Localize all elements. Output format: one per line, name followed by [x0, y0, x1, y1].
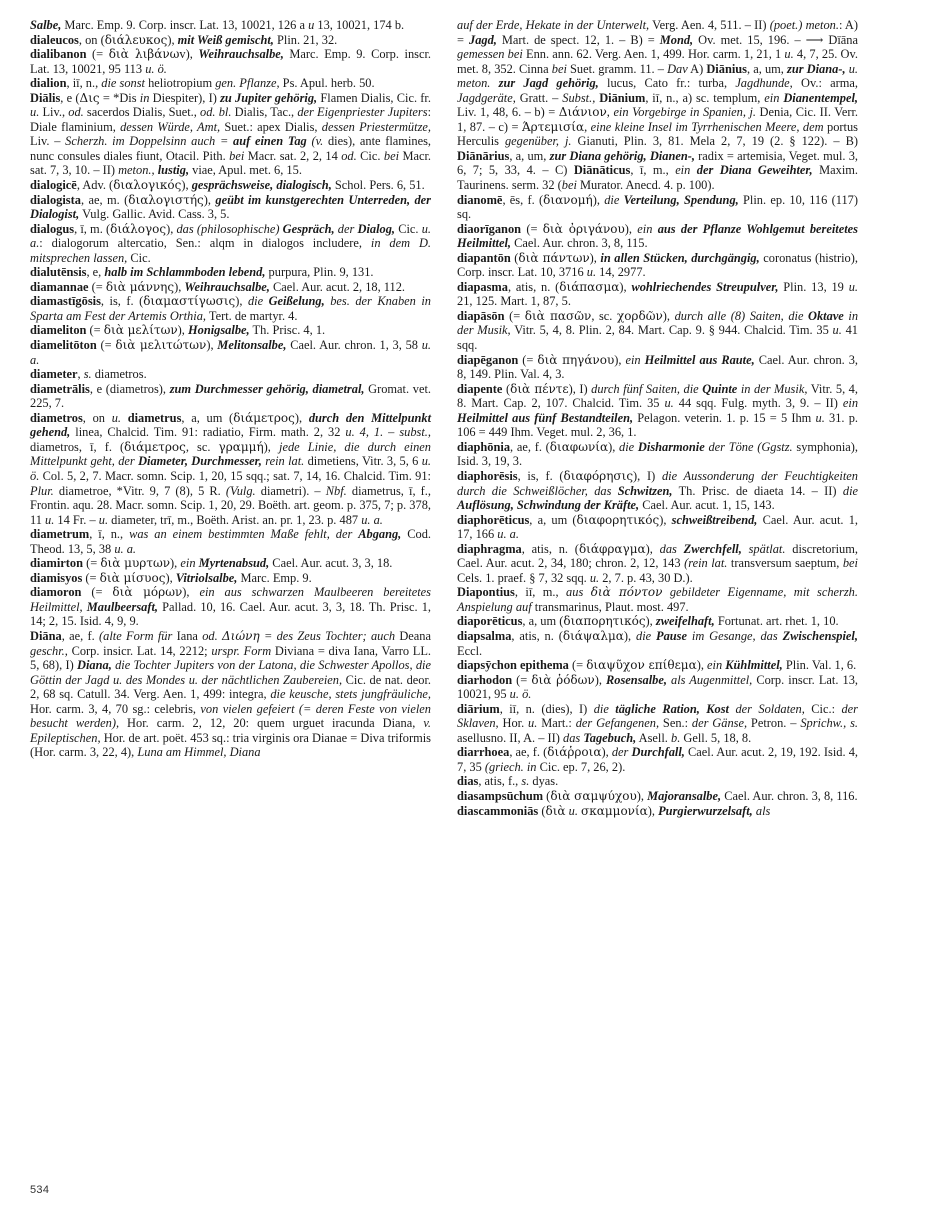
dictionary-entry: diaorīganon (= διὰ ὀριγάνου), ein aus der Pflanze Wohlgemut bereitetes Heilmittel, Cael. Aur. chron. 3, 8, 115.	[457, 221, 858, 251]
dictionary-entry: diamannae (= διὰ μάννης), Weihrauchsalbe, Cael. Aur. acut. 2, 18, 112.	[30, 279, 406, 294]
dictionary-entry: dialogicē, Adv. (διαλογικός), gesprächsweise, dialogisch, Schol. Pers. 6, 51.	[30, 178, 425, 193]
dictionary-entry: diametros, on u. diametrus, a, um (διάμετρος), durch den Mittelpunkt gehend, linea, Chalcid. Tim. 91: radiatio, Firm. math. 2, 32 u. 4, 1. – subst., diametros, ī, f. (διάμετρος, sc. γραμμή), jede Linie, die durch einen Mittelpunkt geht, der Diameter, Durchmesser, rein lat. dimetiens, Vitr. 3, 5, 6 u. ö. Col. 5, 2, 7. Macr. somn. Scip. 1, 20, 15 sqq.; sat. 7, 14, 16. Chalcid. Tim. 91: Plur. diametroe, *Vitr. 9, 7 (8), 5 R. (Vulg. diametri). – Nbf. diametrus, ī, f., Frontin. aqu. 28. Macr. somn. Scip. 1, 20, 29. Boëth. art. geom. p. 375, 7; p. 378, 11 u. 14 Fr. – u. diameter, trī, m., Boëth. Arist. an. pr. 1, 23. p. 487 u. a.	[30, 410, 432, 527]
right-text-column	[457, 18, 858, 1146]
dictionary-entry: diaphōnia, ae, f. (διαφωνία), die Disharmonie der Töne (Ggstz. symphonia), Isid. 3, 19, 3.	[457, 439, 858, 469]
dictionary-entry: diameter, s. diametros.	[30, 367, 147, 382]
dictionary-entry: Salbe, Marc. Emp. 9. Corp. inscr. Lat. 13, 10021, 126 a u 13, 10021, 174 b.	[30, 18, 405, 32]
dictionary-entry: diarrhoea, ae, f. (διάῥροια), der Durchfall, Cael. Aur. acut. 2, 19, 192. Isid. 4, 7, 35 (griech. in Cic. ep. 7, 26, 2).	[457, 745, 858, 774]
dictionary-entry: diamelitōton (= διὰ μελιτώτων), Melitonsalbe, Cael. Aur. chron. 1, 3, 58 u. a.	[30, 338, 431, 367]
dictionary-entry: diapantōn (διὰ πάντων), in allen Stücken, durchgängig, coronatus (histrio), Corp. inscr. Lat. 10, 3716 u. 14, 2977.	[457, 250, 858, 280]
dictionary-entry: dianomē, ēs, f. (διανομή), die Verteilung, Spendung, Plin. ep. 10, 116 (117) sq.	[457, 192, 858, 222]
left-text-column	[30, 18, 431, 1146]
dictionary-entry: diameliton (= διὰ μελίτων), Honigsalbe, Th. Prisc. 4, 1.	[30, 323, 326, 338]
two-column-text-body	[30, 18, 905, 1146]
page-number: 534	[30, 1184, 50, 1196]
dictionary-entry: diapēganon (= διὰ πηγάνου), ein Heilmittel aus Raute, Cael. Aur. chron. 3, 8, 149. Plin. Val. 4, 3.	[457, 352, 859, 382]
dictionary-entry: diametrum, ī, n., was an einem bestimmten Maße fehlt, der Abgang, Cod. Theod. 13, 5, 38 u. a.	[30, 527, 431, 556]
dictionary-entry: diametrālis, e (diametros), zum Durchmesser gehörig, diametral, Gromat. vet. 225, 7.	[30, 381, 431, 411]
dictionary-entry: dialogista, ae, m. (διαλογιστής), geübt im kunstgerechten Unterreden, der Dialogist, Vulg. Gallic. Avid. Cass. 3, 5.	[30, 192, 431, 222]
dictionary-entry: diārium, iī, n. (dies), I) die tägliche Ration, Kost der Soldaten, Cic.: der Sklaven, Hor. u. Mart.: der Gefangenen, Sen.: der Gänse, Petron. – Sprichw., s. asellusno. II, A. – II) das Tagebuch, Asell. b. Gell. 5, 18, 8.	[457, 701, 858, 745]
dictionary-entry: diarhodon (= διὰ ῥόδων), Rosensalbe, als Augenmittel, Corp. inscr. Lat. 13, 10021, 95 u. ö.	[457, 672, 858, 702]
dictionary-entry: dialeucos, on (διάλευκος), mit Weiß gemischt, Plin. 21, 32.	[30, 32, 338, 47]
dictionary-entry: diapsalma, atis, n. (διάψαλμα), die Pause im Gesange, das Zwischenspiel, Eccl.	[457, 628, 858, 658]
dictionary-entry: diaporēticus, a, um (διαπορητικός), zweifelhaft, Fortunat. art. rhet. 1, 10.	[457, 614, 839, 629]
dictionary-entry: diamirton (= διὰ μυρτων), ein Myrtenabsud, Cael. Aur. acut. 3, 3, 18.	[30, 556, 393, 571]
dictionary-entry: dialutēnsis, e, halb im Schlammboden lebend, purpura, Plin. 9, 131.	[30, 265, 374, 280]
dictionary-entry: diamoron (= διὰ μόρων), ein aus schwarzen Maulbeeren bereitetes Heilmittel, Maulbeersaft, Pallad. 10, 16. Cael. Aur. acut. 3, 3, 18. Th. Prisc. 1, 14; 2, 15. Isid. 4, 9, 9.	[30, 585, 431, 629]
dictionary-entry: diascammoniās (διὰ u. σκαμμονία), Purgierwurzelsaft, als	[457, 803, 771, 818]
dictionary-entry: diasampsūchum (διὰ σαμψύχου), Majoransalbe, Cael. Aur. chron. 3, 8, 116.	[457, 788, 858, 803]
dictionary-entry: diaphorēticus, a, um (διαφορητικός), schweißtreibend, Cael. Aur. acut. 1, 17, 166 u. a.	[457, 512, 858, 542]
dictionary-entry: Diāna, ae, f. (alte Form für Iana od. Διώνη = des Zeus Tochter; auch Deana geschr., Corp. insicr. Lat. 14, 2212; urspr. Form Diviana = diva Iana, Varro LL. 5, 68), I) Diana, die Tochter Jupiters von der Latona, die Schwester Apollos, die Göttin der Jagd u. des Mondes u. der nächtlichen Zaubereien, Cic. de nat. deor. 2, 68 sq. Catull. 34. Verg. Aen. 1, 499: integra, die keusche, stets jungfräuliche, Hor. carm. 3, 4, 70 sg.: celebris, von vielen gefeiert (= deren Feste von vielen besucht werden), Hor. carm. 2, 12, 20: quem urguet iracunda Diana, v. Epileptischen, Hor. de art. poët. 453 sq.: tria virginis ora Dianae = Diva triformis (Hor. carm. 3, 22, 4), Luna am Himmel, Diana	[30, 628, 432, 760]
dictionary-entry: diamastīgōsis, is, f. (διαμαστίγωσις), die Geißelung, bes. der Knaben in Sparta am Fest der Artemis Orthia, Tert. de martyr. 4.	[30, 294, 431, 323]
dictionary-entry: diaphragma, atis, n. (διάφραγμα), das Zwerchfell, spätlat. discretorium, Cael. Aur. acut. 2, 34, 180; chron. 2, 12, 143 (rein lat. transversum saeptum, bei Cels. 1. praef. § 7, 32 sqq. u. 2, 7. p. 43, 30 D.).	[457, 541, 858, 585]
dictionary-entry: diapasma, atis, n. (διάπασμα), wohlriechendes Streupulver, Plin. 13, 19 u. 21, 125. Mart. 1, 87, 5.	[457, 279, 858, 309]
dictionary-entry: Diālis, e (Δις = *Dis in Diespiter), I) zu Jupiter gehörig, Flamen Dialis, Cic. fr. u. Liv., od. sacerdos Dialis, Suet., od. bl. Dialis, Tac., der Eigenpriester Jupiters: Diale flaminium, dessen Würde, Amt, Suet.: apex Dialis, dessen Priestermütze, Liv. – Scherzh. im Doppelsinn auch = auf einen Tag (v. dies), ante flamines, nunc consules diales fiunt, Otacil. Pith. bei Macr. sat. 2, 2, 14 od. Cic. bei Macr. sat. 7, 3, 10. – II) meton., lustig, viae, Apul. met. 6, 15.	[30, 90, 432, 178]
dictionary-entry: diapsȳchon epithema (= διαψῦχον επίθεμα), ein Kühlmittel, Plin. Val. 1, 6.	[457, 658, 857, 673]
dictionary-entry: auf der Erde, Hekate in der Unterwelt, Verg. Aen. 4, 511. – II) (poet.) meton.: A) = Jagd, Mart. de spect. 12, 1. – B) = Mond, Ov. met. 15, 196. – ⟶ Dīāna gemessen bei Enn. ann. 62. Verg. Aen. 1, 499. Hor. carm. 1, 21, 1 u. 4, 7, 25. Ov. met. 8, 352. Cinna bei Suet. gramm. 11. – Dav A) Diānius, a, um, zur Diana-, u. meton. zur Jagd gehörig, lucus, Cato fr.: turba, Jagdhunde, Ov.: arma, Jagdgeräte, Gratt. – Subst., Diānium, iī, n., a) sc. templum, ein Dianentempel, Liv. 1, 48, 6. – b) = Διάνιον, ein Vorgebirge in Spanien, j. Denia, Cic. II. Verr. 1, 87. – c) = Άρτεμισία, eine kleine Insel im Tyrrhenischen Meere, dem portus Herculis gegenüber, j. Gianuti, Plin. 3, 81. Mela 2, 7, 19 (2. § 122). – B) Diānārius, a, um, zur Diana gehörig, Dianen-, radix = artemisia, Veget. mul. 3, 6, 7; 5, 33, 4. – C) Diānāticus, ī, m., ein der Diana Geweihter, Maxim. Taurinens. serm. 32 (bei Murator. Anecd. 4. p. 100).	[457, 18, 859, 193]
dictionary-entry: diaphorēsis, is, f. (διαφόρησις), I) die Aussonderung der Feuchtigkeiten durch die Schweißlöcher, das Schwitzen, Th. Prisc. de diaeta 14. – II) die Auflösung, Schwindung der Kräfte, Cael. Aur. acut. 1, 15, 143.	[457, 468, 859, 513]
dictionary-entry: diamisyos (= διὰ μίσυος), Vitriolsalbe, Marc. Emp. 9.	[30, 570, 312, 585]
dictionary-entry: diapente (διὰ πέντε), I) durch fünf Saiten, die Quinte in der Musik, Vitr. 5, 4, 8. Mart. Cap. 2, 107. Chalcid. Tim. 35 u. 44 sqq. Fulg. myth. 3, 9. – II) ein Heilmittel aus fünf Bestandteilen, Pelagon. veterin. 1. p. 15 = 5 Ihm u. 31. p. 106 = 449 Ihm. Veget. mul. 2, 36, 1.	[457, 381, 859, 440]
dictionary-entry: diapāsōn (= διὰ πασῶν, sc. χορδῶν), durch alle (8) Saiten, die Oktave in der Musik, Vitr. 5, 4, 8. Plin. 2, 84. Mart. Cap. 9. § 944. Chalcid. Tim. 35 u. 41 sqq.	[457, 308, 859, 353]
dictionary-entry: dialibanon (= διὰ λιβάνωv), Weihrauchsalbe, Marc. Emp. 9. Corp. inscr. Lat. 13, 10021, 95 113 u. ö.	[30, 47, 431, 76]
dictionary-entry: Diapontius, iī, m., aus διὰ πόντον gebildeter Eigenname, mit scherzh. Anspielung auf transmarinus, Plaut. most. 497.	[457, 585, 858, 614]
dictionary-entry: dias, atis, f., s. dyas.	[457, 774, 559, 789]
dictionary-entry: dialion, iī, n., die sonst heliotropium gen. Pflanze, Ps. Apul. herb. 50.	[30, 76, 375, 91]
dictionary-entry: dialogus, ī, m. (διάλογος), das (philosophische) Gespräch, der Dialog, Cic. u. a.: dialogorum altercatio, Sen.: alqm in dialogos includere, in dem D. mitsprechen lassen, Cic.	[30, 221, 431, 265]
